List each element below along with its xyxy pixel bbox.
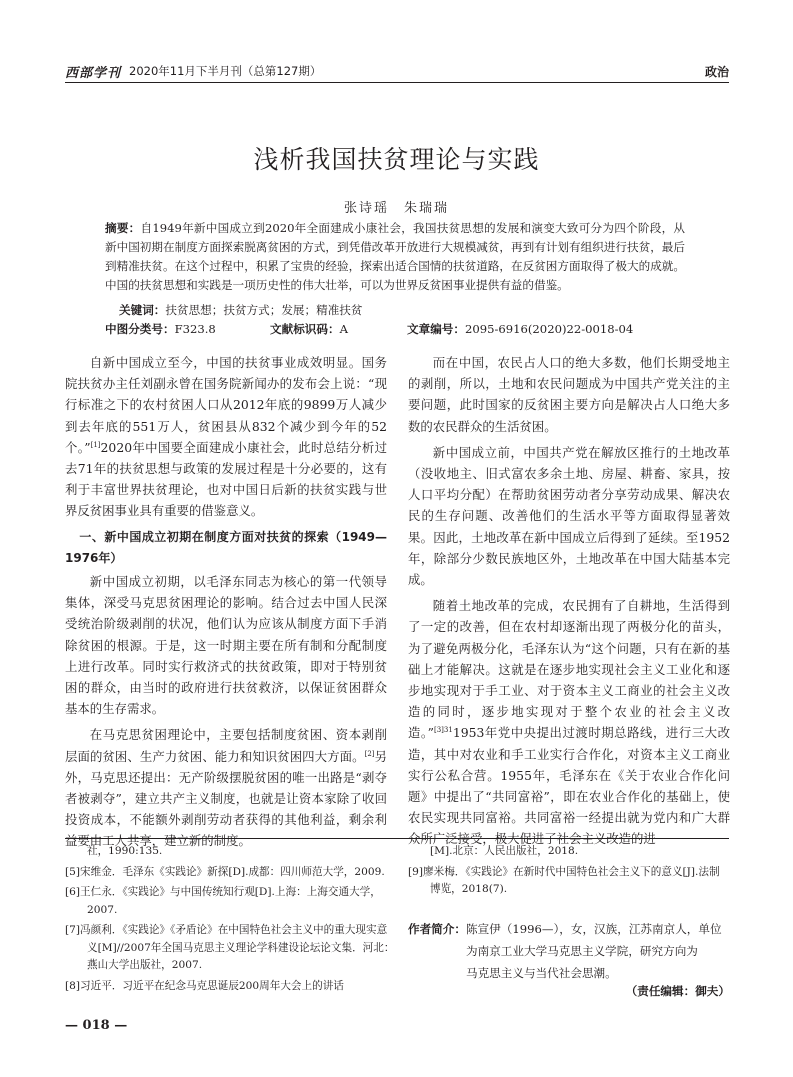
reference-item: [M].北京：人民出版社，2018. [430, 845, 579, 857]
bio-label: 作者简介： [408, 922, 466, 936]
clc-value: F323.8 [174, 322, 216, 336]
running-header [65, 60, 729, 83]
keywords [119, 301, 685, 320]
body-column-left [65, 352, 387, 857]
reference-item: [8]习近平．习近平在纪念马克思诞辰200周年大会上的讲话 [65, 979, 344, 992]
responsible-editor: （责任编辑：御夫） [625, 984, 730, 998]
bio-text: 陈宣伊（1996—），女，汉族，江苏南京人，单位 [465, 922, 722, 936]
journal-logo: 西部学刊 [65, 66, 122, 81]
reference-item: [9]廖米梅．《实践论》在新时代中国特色社会主义下的意义[J].法制博览，2018(7). [408, 865, 720, 895]
bio-text: 为南京工业大学马克思主义学院，研究方向为 [466, 944, 698, 958]
paragraph: 而在中国，农民占人口的绝大多数，他们长期受地主的剥削，所以，土地和农民问题成为中国共产党关注的主要问题，此时国家的反贫困主要方向是解决占人口绝大多数的农民群众的生活贫困。 [408, 355, 730, 434]
article-metadata [105, 320, 685, 339]
paragraph-text: 另外，马克思还提出：无产阶级摆脱贫困的唯一出路是“剥夺者被剥夺”，建立共产主义制度，也就是让资本家除了收回投资成本，不能额外剥削劳动者获得的其他利益，剩余利益要由工人共享，建立新的制度。 [65, 748, 388, 849]
citation-marker: [2] [364, 749, 375, 758]
paragraph [65, 352, 387, 522]
references-right [408, 843, 730, 902]
article-title: 浅析我国扶贫理论与实践 [253, 145, 540, 174]
references-left [65, 843, 395, 998]
document-code [270, 320, 348, 339]
abstract [105, 219, 685, 295]
citation-marker: [3]31 [434, 726, 453, 735]
keywords-text: 扶贫思想；扶贫方式；发展；精准扶贫 [165, 303, 363, 317]
article-value: 2095-6916(2020)22-0018-04 [464, 322, 634, 336]
author-bio [408, 918, 730, 984]
section-heading: 一、新中国成立初期在制度方面对扶贫的探索（1949—1976年） [65, 529, 387, 565]
page-number: — 018 — [65, 1018, 128, 1033]
journal-issue: 2020年11月下半月刊（总第127期） [129, 64, 322, 78]
reference-item: [5]宋维金．毛泽东《实践论》新探[D].成都：四川师范大学，2009. [65, 865, 385, 878]
references-divider [65, 838, 729, 839]
clc-label: 中图分类号： [105, 322, 175, 336]
article-number [407, 320, 633, 339]
doc-value: A [339, 322, 348, 336]
article-authors: 张诗瑶 朱瑞瑞 [343, 201, 449, 216]
body-column-right [408, 352, 730, 855]
paragraph-text: 在马克思贫困理论中，主要包括制度贫困、资本剥削层面的贫困、生产力贫困、能力和知识贫困四大方面。 [65, 727, 387, 764]
reference-item: 社，1990:135. [87, 845, 163, 857]
section-label: 政治 [704, 65, 729, 79]
abstract-text: 自1949年新中国成立到2020年全面建成小康社会，我国扶贫思想的发展和演变大致可分为四个阶段，从新中国初期在制度方面探索脱离贫困的方式，到凭借改革开放进行大规模减贫，再到有计划有组织进行扶贫，最后到精准扶贫。在这个过程中，积累了宝贵的经验，探索出适合国情的扶贫道路，在反贫困方面取得了极大的成就。中国的扶贫思想和实践是一项历史性的伟大壮举，可以为世界反贫困事业提供有益的借鉴。 [105, 221, 685, 292]
keywords-label: 关键词： [119, 303, 166, 317]
reference-item: [7]冯颜利．《实践论》《矛盾论》在中国特色社会主义中的重大现实意义[M]//2007年全国马克思主义理论学科建设论坛论文集．河北：燕山大学出版社，2007. [65, 924, 395, 971]
article-label: 文章编号： [407, 322, 465, 336]
paragraph-text: 2020年中国要全面建成小康社会，此时总结分析过去71年的扶贫思想与政策的发展过程是十分必要的，这有利于丰富世界扶贫理论，也对中国日后新的扶贫实践与世界反贫困事业具有重要的借鉴意义。 [65, 439, 387, 519]
paragraph-text: 自新中国成立至今，中国的扶贫事业成效明显。国务院扶贫办主任刘副永曾在国务院新闻办的发布会上说：“现行标准之下的农村贫困人口从2012年底的9899万人减少到去年底的551万人，贫困县从832个减少到今年的52个。” [65, 355, 387, 455]
paragraph-text: 1953年党中央提出过渡时期总路线，进行三大改造，其中对农业和手工业实行合作化，对资本主义工商业实行公私合营。1955年，毛泽东在《关于农业合作化问题》中提出了“共同富裕”，即在农业合作化的基础上，使农民实现共同富裕。共同富裕一经提出就为党内和广大群众所广泛接受，极大促进了社会主义改造的进 [408, 725, 730, 847]
abstract-label: 摘要： [105, 221, 141, 235]
paragraph [65, 724, 387, 851]
paragraph [408, 595, 730, 849]
bio-text: 马克思主义与当代社会思潮。 [466, 966, 617, 980]
citation-marker: [1] [90, 440, 101, 449]
clc-number [105, 320, 216, 339]
doc-label: 文献标识码： [270, 322, 340, 336]
paragraph-text: 随着土地改革的完成，农民拥有了自耕地，生活得到了一定的改善，但在农村却逐渐出现了两极分化的苗头，为了避免两极分化，毛泽东认为“这个问题，只有在新的基础上才能解决。这就是在逐步地实现社会主义工业化和逐步地实现对于手工业、对于资本主义工商业的社会主义改造的同时，逐步地实现对于整个农业的社会主义改造。” [408, 598, 730, 741]
reference-item: [6]王仁永．《实践论》与中国传统知行观[D].上海：上海交通大学，2007. [65, 886, 381, 916]
paragraph: 新中国成立初期，以毛泽东同志为核心的第一代领导集体，深受马克思贫困理论的影响。结合过去中国人民深受统治阶级剥削的状况，他们认为应该从制度方面下手消除贫困的根源。于是，这一时期主要在所有制和分配制度上进行改革。同时实行救济式的扶贫政策，即对于特别贫困的群众，由当时的政府进行扶贫救济，以保证贫困群众基本的生存需求。 [65, 574, 387, 717]
paragraph: 新中国成立前，中国共产党在解放区推行的土地改革（没收地主、旧式富农多余土地、房屋、耕畜、家具，按人口平均分配）在帮助贫困劳动者分享劳动成果、解决农民的生存问题、改善他们的生活水平等方面取得显著效果。因此，土地改革在新中国成立后得到了延续。至1952年，除部分少数民族地区外，土地改革在中国大陆基本完成。 [408, 444, 730, 588]
